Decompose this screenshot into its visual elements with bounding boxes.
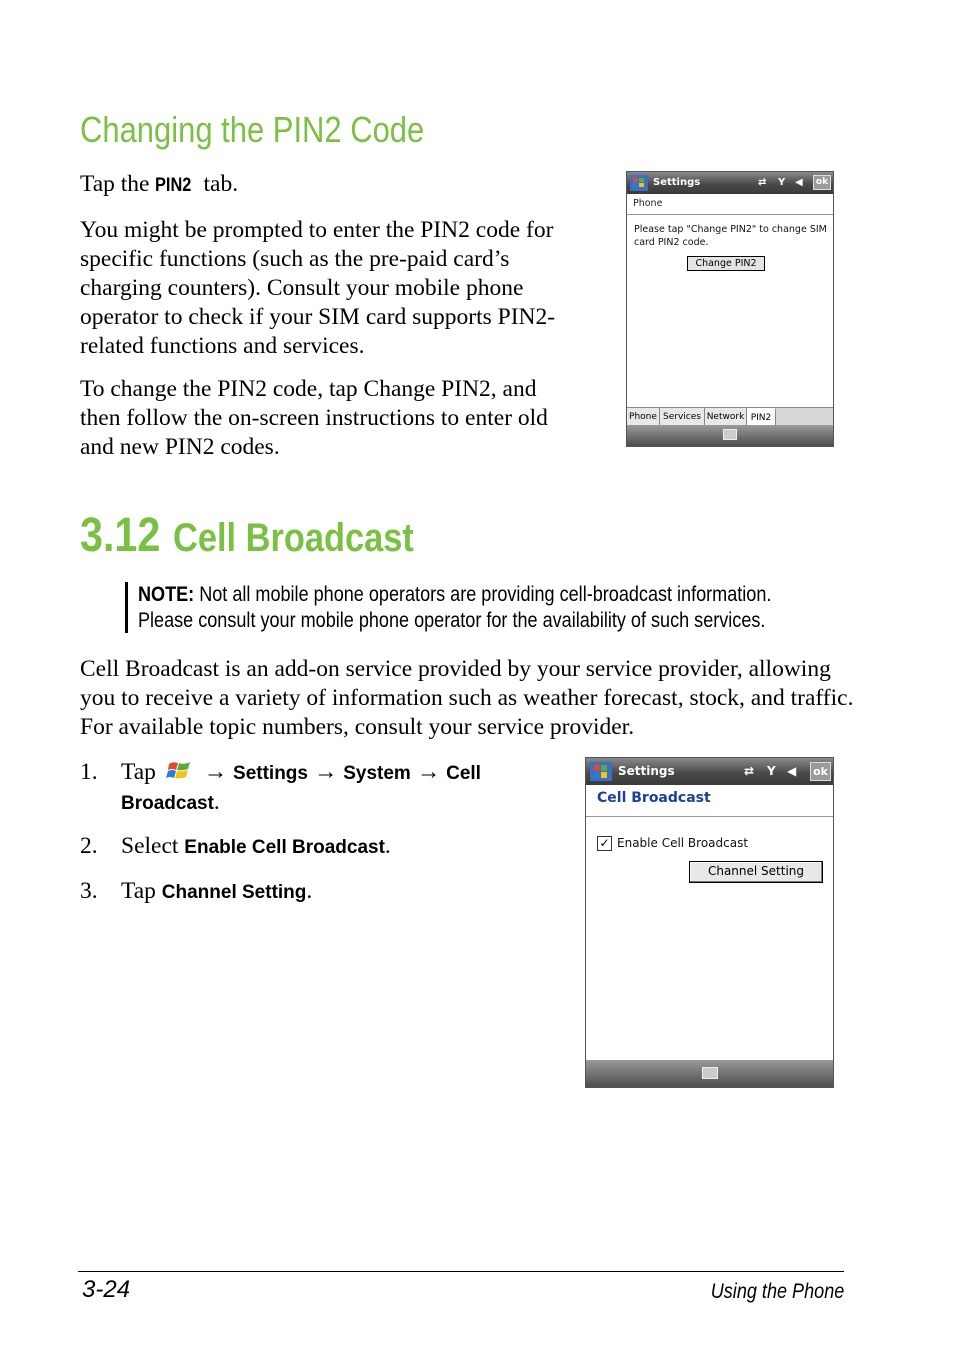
channel-setting-button[interactable]: Channel Setting <box>689 861 823 883</box>
pin2-screenshot <box>626 171 834 447</box>
windows-start-icon <box>166 760 194 782</box>
tab-network[interactable]: Network <box>705 408 747 427</box>
keyboard-icon[interactable] <box>723 429 737 440</box>
section-title: Cell Broadcast <box>173 516 415 560</box>
divider <box>586 816 833 817</box>
pin2-term: PIN2 <box>155 175 192 196</box>
change-pin2-button[interactable]: Change PIN2 <box>687 256 765 271</box>
volume-icon: ◀ <box>795 177 803 188</box>
checkbox-label: Enable Cell Broadcast <box>617 836 749 850</box>
pin2-prompt-paragraph: You might be prompted to enter the PIN2 code for specific functions (such as the pre-paid card’s charging counters). Consult your mobile phone operator to check if your SIM card supports PIN2-related functions and services. <box>80 217 556 359</box>
connectivity-icon: ⇄ <box>744 764 755 778</box>
volume-icon: ◀ <box>787 764 797 778</box>
title-bar <box>586 758 833 785</box>
bottom-bar <box>627 425 833 446</box>
cell-broadcast-description: Cell Broadcast is an add-on service provided by your service provider, allowing you to receive a variety of information such as weather forecast, stock, and traffic. For available topic numbers, consult your service provider. <box>80 656 854 740</box>
tab-services[interactable]: Services <box>660 408 705 427</box>
enable-cell-broadcast-checkbox[interactable]: ✓ <box>597 836 612 851</box>
bottom-bar <box>586 1060 833 1087</box>
section-heading-cell-broadcast <box>80 508 454 563</box>
cell-broadcast-screenshot <box>585 757 834 1088</box>
windows-start-icon <box>590 762 612 781</box>
chapter-name: Using the Phone <box>710 1280 844 1303</box>
windows-start-icon <box>630 175 648 191</box>
instruction-text: Please tap "Change PIN2" to change SIM card PIN2 code. <box>634 224 827 248</box>
screen-title: Settings <box>653 177 701 188</box>
note-line-2: Please consult your mobile phone operator for the availability of such services. <box>138 609 766 632</box>
signal-icon: Y <box>767 764 776 778</box>
note-box <box>125 582 875 633</box>
pin2-change-paragraph: To change the PIN2 code, tap Change PIN2, and then follow the on-screen instructions to enter old and new PIN2 codes. <box>80 376 548 460</box>
tap-pin2-instruction: Tap the PIN2 tab. <box>80 170 238 200</box>
section-number: 3.12 <box>80 509 161 562</box>
footer-rule <box>78 1271 844 1272</box>
title-bar <box>627 172 833 194</box>
signal-icon: Y <box>778 177 786 188</box>
tab-bar <box>627 407 833 426</box>
tab-phone[interactable]: Phone <box>627 408 660 427</box>
page-number: 3-24 <box>82 1276 131 1303</box>
keyboard-icon[interactable] <box>702 1067 718 1079</box>
divider <box>627 214 833 215</box>
screen-title: Settings <box>618 764 675 778</box>
ok-button[interactable]: ok <box>810 762 831 781</box>
section-heading-pin2: Changing the PIN2 Code <box>80 109 425 150</box>
screen-subtitle: Phone <box>633 198 663 209</box>
connectivity-icon: ⇄ <box>758 177 767 188</box>
note-line-1: NOTE: Not all mobile phone operators are providing cell-broadcast information. <box>138 583 772 606</box>
screen-subtitle: Cell Broadcast <box>597 790 711 806</box>
ok-button[interactable]: ok <box>813 175 831 190</box>
tab-pin2[interactable]: PIN2 <box>747 408 776 427</box>
